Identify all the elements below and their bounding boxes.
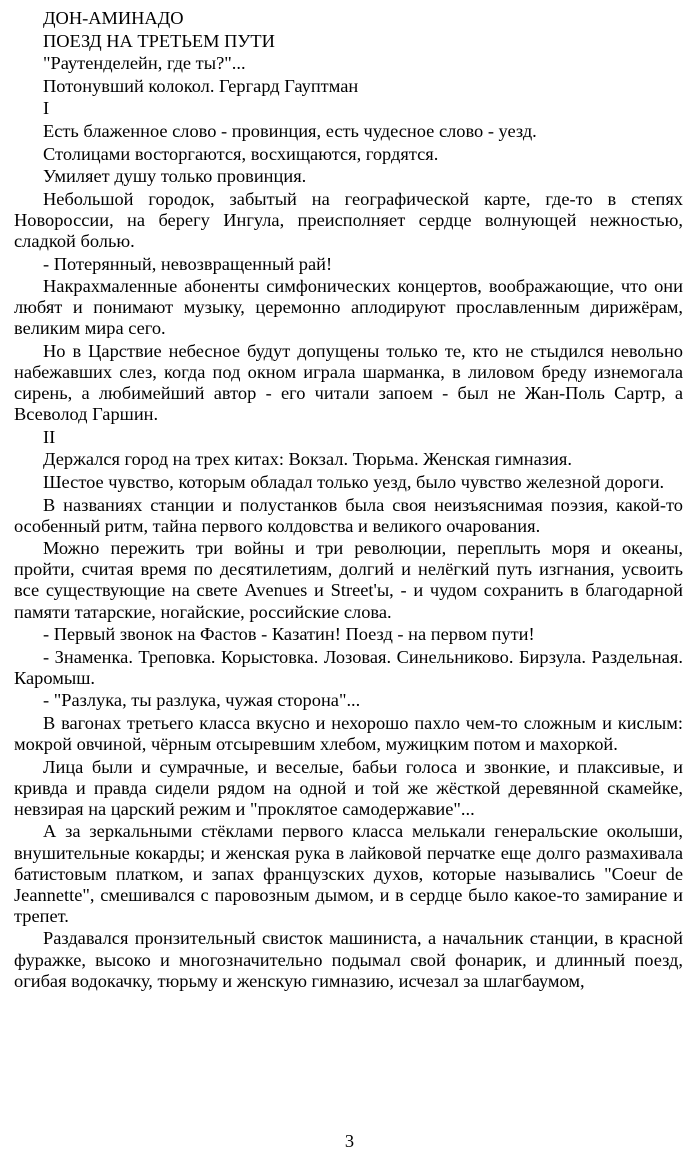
- paragraph: - Первый звонок на Фастов - Казатин! Поезд - на первом пути!: [43, 624, 535, 645]
- section-heading-1: I: [43, 98, 50, 119]
- paragraph: - "Разлука, ты разлука, чужая сторона"...: [43, 690, 361, 711]
- paragraph: - Знаменка. Треповка. Корыстовка. Лозовая. Синельниково. Бирзула. Раздельная. Каромыш.: [14, 646, 683, 688]
- paragraph: Но в Царствие небесное будут допущены только те, кто не стыдился невольно набежавших слез, когда под окном играла шарманка, в лиловом бреду изнемогала сирень, а любимейший автор - его читали запоем - был не Жан-Поль Сартр, а Всеволод Гаршин.: [14, 340, 683, 425]
- paragraph: Можно пережить три войны и три революции, переплыть моря и океаны, пройти, считая время по десятилетиям, долгий и нелёгкий путь изгнания, усвоить все существующие на свете Avenues и Street'ы, - и чудом сохранить в благодарной памяти татарские, ногайские, российские слова.: [14, 538, 683, 622]
- paragraph: А за зеркальными стёклами первого класса мелькали генеральские околыши, внушительные кокарды; и женская рука в лайковой перчатке еще долго размахивала батистовым платком, и запах французских духов, которые назывались "Coeur de Jeannette", смешивался с паровозным дымом, и в сердце было какое-то замирание и трепет.: [14, 821, 683, 926]
- paragraph: Накрахмаленные абоненты симфонических концертов, воображающие, что они любят и понимают музыку, церемонно аплодируют прославленным дирижёрам, великим мира сего.: [14, 276, 683, 339]
- paragraph: Умиляет душу только провинция.: [43, 166, 307, 187]
- paragraph: Раздавался пронзительный свисток машиниста, а начальник станции, в красной фуражке, высоко и многозначительно подымал свой фонарик, и длинный поезд, огибая водокачку, тюрьму и женскую гимназию, исчезал за шлагбаумом,: [14, 928, 683, 991]
- paragraph: Лица были и сумрачные, и веселые, бабьи голоса и звонкие, и плаксивые, и кривда и правда сидели рядом на одной и той же жёсткой деревянной скамейке, невзирая на царский режим и "проклятое самодержавие"...: [14, 756, 683, 819]
- paragraph: - Потерянный, невозвращенный рай!: [43, 253, 333, 274]
- page-number: 3: [344, 1131, 355, 1151]
- section-heading-2: II: [43, 426, 56, 447]
- paragraph: Есть блаженное слово - провинция, есть чудесное слово - уезд.: [43, 120, 537, 141]
- story-title: ПОЕЗД НА ТРЕТЬЕМ ПУТИ: [43, 30, 275, 51]
- paragraph: Шестое чувство, которым обладал только уезд, было чувство железной дороги.: [43, 471, 665, 492]
- paragraph: Держался город на трех китах: Вокзал. Тюрьма. Женская гимназия.: [43, 449, 572, 470]
- paragraph: В вагонах третьего класса вкусно и нехорошо пахло чем-то сложным и кислым: мокрой овчиной, чёрным отсыревшим хлебом, мужицким потом и махоркой.: [14, 713, 683, 755]
- paragraph: Небольшой городок, забытый на географической карте, где-то в степях Новороссии, на берегу Ингула, преисполняет сердце волнующей нежностью, сладкой болью.: [14, 188, 683, 251]
- epigraph-source: Потонувший колокол. Гергард Гауптман: [43, 75, 359, 96]
- document-page: [14, 8, 683, 993]
- author-name: ДОН-АМИНАДО: [43, 8, 184, 28]
- paragraph: В названиях станции и полустанков была своя неизъяснимая поэзия, какой-то особенный ритм, тайна первого колдовства и великого очарования.: [14, 494, 683, 536]
- epigraph: "Раутенделейн, где ты?"...: [43, 53, 246, 74]
- paragraph: Столицами восторгаются, восхищаются, гордятся.: [43, 143, 439, 164]
